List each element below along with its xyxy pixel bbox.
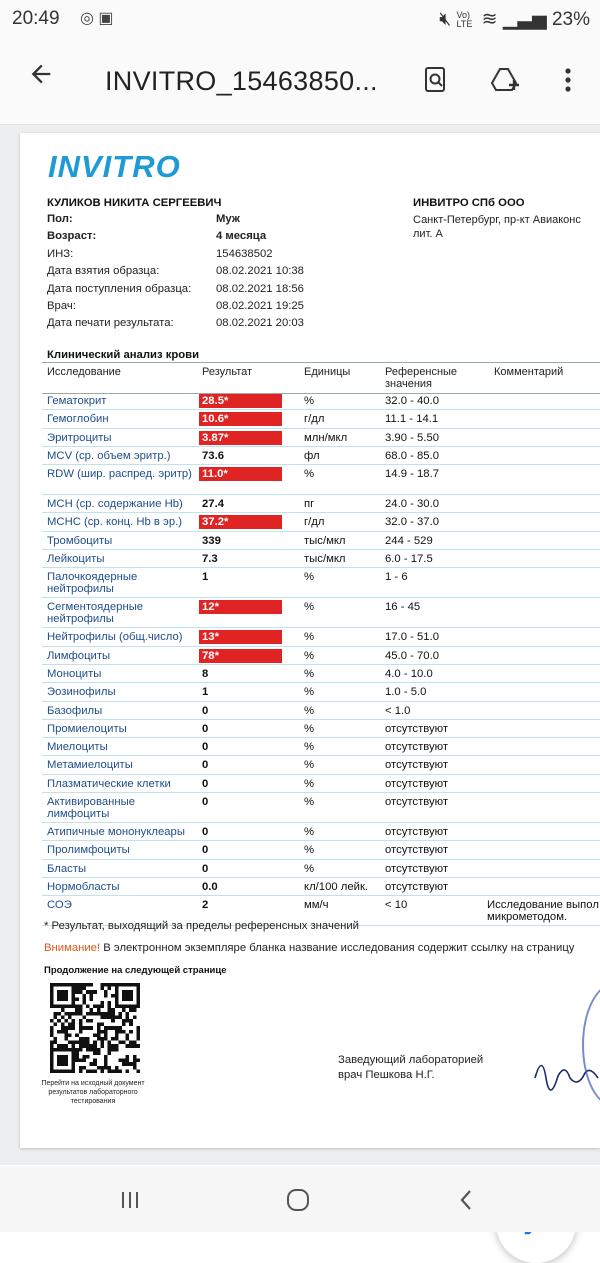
test-reference: отсутствуют: [385, 826, 449, 839]
test-result: 8: [202, 667, 209, 680]
info-label: ИНЗ:: [47, 247, 74, 260]
section-title: Клинический анализ крови: [47, 349, 200, 361]
more-options-button[interactable]: [548, 60, 588, 100]
table-row: [42, 702, 600, 720]
table-row: [42, 793, 600, 823]
test-unit: %: [304, 468, 315, 481]
test-result: 28.5*: [199, 394, 282, 408]
test-result: 0: [202, 722, 209, 735]
footnote: * Результат, выходящий за пределы референсных значений: [44, 920, 359, 932]
test-result: 0.0: [202, 880, 218, 893]
table-row: [42, 738, 600, 756]
test-reference: отсутствуют: [385, 862, 449, 875]
recents-icon: [119, 1189, 141, 1211]
test-unit: фл: [304, 449, 320, 462]
test-reference: 6.0 - 17.5: [385, 553, 433, 566]
test-reference: 1 - 6: [385, 571, 408, 584]
test-name[interactable]: Лейкоциты: [47, 553, 105, 566]
info-value: 08.02.2021 18:56: [216, 282, 304, 295]
test-name[interactable]: Плазматические клетки: [47, 777, 171, 790]
battery-percent: 23%: [551, 9, 590, 30]
volte-icon: Vo) LTE: [456, 9, 473, 29]
test-name[interactable]: Нормобласты: [47, 880, 120, 893]
test-unit: %: [304, 571, 315, 584]
test-reference: 24.0 - 30.0: [385, 498, 440, 511]
test-name[interactable]: MCH (ср. содержание Hb): [47, 498, 183, 511]
test-unit: %: [304, 667, 315, 680]
test-reference: 11.1 - 14.1: [385, 413, 439, 426]
table-row: [42, 532, 600, 550]
test-unit: %: [304, 704, 315, 717]
table-row: [42, 841, 600, 859]
app-bar: [0, 36, 600, 125]
test-reference: 4.0 - 10.0: [385, 667, 433, 680]
test-unit: мм/ч: [304, 899, 329, 912]
test-result: 0: [202, 862, 209, 875]
search-in-document-icon: [423, 66, 449, 94]
test-name[interactable]: Сегментоядерные нейтрофилы: [47, 601, 144, 626]
test-result: 1: [202, 686, 209, 699]
test-result: 0: [202, 796, 209, 809]
info-value: 08.02.2021 19:25: [216, 299, 304, 312]
test-reference: 17.0 - 51.0: [385, 631, 440, 644]
search-document-button[interactable]: [416, 60, 456, 100]
test-name[interactable]: Палочкоядерные нейтрофилы: [47, 571, 138, 596]
test-unit: %: [304, 844, 315, 857]
test-result: 78*: [199, 649, 282, 663]
test-reference: отсутствуют: [385, 777, 449, 790]
test-result: 7.3: [202, 553, 218, 566]
recent-apps-button[interactable]: [110, 1180, 150, 1220]
test-result: 10.6*: [199, 412, 282, 426]
test-unit: %: [304, 862, 315, 875]
status-time: 20:49: [12, 8, 60, 29]
document-title: INVITRO_15463850...: [105, 66, 378, 96]
table-row: [42, 447, 600, 465]
test-name[interactable]: Гематокрит: [47, 395, 107, 407]
test-name[interactable]: Эозинофилы: [47, 686, 116, 699]
test-reference: отсутствуют: [385, 741, 449, 754]
lab-name: ИНВИТРО СПб ООО: [413, 197, 525, 209]
test-name[interactable]: MCHC (ср. конц. Hb в эр.): [47, 516, 183, 529]
test-unit: %: [304, 796, 315, 809]
test-result: 2: [202, 899, 209, 912]
test-name[interactable]: RDW (шир. распред. эритр): [47, 468, 192, 481]
info-label: Дата печати результата:: [47, 317, 174, 330]
test-result: 0: [202, 777, 209, 790]
table-row: [42, 647, 600, 665]
test-result: 27.4: [202, 498, 224, 511]
signal-icon: ▁▃▅: [502, 9, 547, 30]
test-reference: < 10: [385, 899, 408, 912]
test-result: 339: [202, 534, 221, 547]
test-reference: 1.0 - 5.0: [385, 686, 427, 699]
whatsapp-icon: ◎: [80, 10, 94, 27]
test-reference: 14.9 - 18.7: [385, 468, 440, 481]
mute-icon: 🔇︎: [439, 9, 452, 30]
patient-name: КУЛИКОВ НИКИТА СЕРГЕЕВИЧ: [47, 197, 222, 209]
test-result: 13*: [199, 630, 282, 644]
test-name[interactable]: MCV (ср. объем эритр.): [47, 449, 171, 462]
table-row: [42, 550, 600, 568]
test-name[interactable]: Нейтрофилы (общ.число): [47, 631, 183, 644]
info-label: Врач:: [47, 299, 76, 312]
test-unit: тыс/мкл: [304, 553, 346, 566]
test-name[interactable]: Миелоциты: [47, 741, 108, 754]
signature-block: Заведующий лабораторией врач Пешкова Н.Г.: [338, 1054, 484, 1081]
test-reference: отсутствуют: [385, 759, 449, 772]
status-bar: [0, 0, 600, 36]
table-row: [42, 775, 600, 793]
info-value: 4 месяца: [216, 230, 267, 243]
table-row: [42, 665, 600, 683]
table-row: [42, 720, 600, 738]
info-value: 08.02.2021 10:38: [216, 265, 304, 278]
wifi-icon: ≋: [481, 9, 498, 30]
pdf-page: [20, 133, 600, 1148]
chevron-left-icon: [457, 1188, 475, 1212]
add-to-drive-icon: [490, 66, 522, 94]
test-reference: 244 - 529: [385, 534, 433, 547]
test-result: 0: [202, 844, 209, 857]
app-notification-icon: ▣: [98, 10, 114, 27]
info-label: Пол:: [47, 213, 73, 225]
results-table: [42, 392, 600, 926]
test-name[interactable]: Атипичные мононуклеары: [47, 826, 185, 839]
invitro-logo: INVITRO: [48, 149, 181, 184]
test-unit: %: [304, 601, 315, 614]
test-unit: %: [304, 741, 315, 754]
test-result: 0: [202, 826, 209, 839]
info-value: Муж: [216, 213, 240, 225]
document-viewer[interactable]: [0, 125, 600, 1165]
table-row: [42, 628, 600, 646]
table-row: [42, 683, 600, 701]
table-row: [42, 429, 600, 447]
test-reference: 16 - 45: [385, 601, 421, 614]
test-result: 3.87*: [199, 431, 282, 445]
info-label: Дата взятия образца:: [47, 265, 160, 278]
test-name[interactable]: Базофилы: [47, 704, 103, 717]
test-name[interactable]: Пролимфоциты: [47, 844, 130, 857]
test-result: 12*: [199, 600, 282, 614]
test-name[interactable]: Бласты: [47, 862, 87, 875]
test-result: 11.0*: [199, 467, 282, 481]
qr-caption: Перейти на исходный документ результатов лабораторного тестирования: [41, 1080, 145, 1105]
test-result: 0: [202, 759, 209, 772]
test-reference: < 1.0: [385, 704, 411, 717]
test-reference: 45.0 - 70.0: [385, 649, 440, 662]
test-name[interactable]: Моноциты: [47, 667, 102, 680]
test-result: 1: [202, 571, 209, 584]
info-value: 154638502: [216, 247, 273, 260]
test-reference: отсутствуют: [385, 880, 449, 893]
info-value: 08.02.2021 20:03: [216, 317, 304, 330]
test-unit: млн/мкл: [304, 431, 348, 444]
test-unit: %: [304, 649, 315, 662]
table-row: [42, 756, 600, 774]
test-reference: отсутствуют: [385, 796, 449, 809]
table-row: [42, 878, 600, 896]
test-reference: 3.90 - 5.50: [385, 431, 440, 444]
test-unit: %: [304, 777, 315, 790]
back-nav-button[interactable]: [446, 1180, 486, 1220]
system-nav-bar: [0, 1166, 600, 1232]
more-vert-icon: [564, 67, 572, 93]
table-row: [42, 860, 600, 878]
table-row: [42, 513, 600, 531]
table-row: [42, 568, 600, 598]
table-header: Исследование Результат Единицы Референсные значения Комментарий: [42, 362, 600, 394]
test-unit: %: [304, 686, 315, 699]
info-label: Дата поступления образца:: [47, 282, 192, 295]
table-row: [42, 410, 600, 428]
test-name[interactable]: Гемоглобин: [47, 413, 109, 426]
test-reference: 32.0 - 37.0: [385, 516, 440, 529]
test-name[interactable]: Лимфоциты: [47, 649, 111, 662]
test-result: 0: [202, 704, 209, 717]
test-reference: 68.0 - 85.0: [385, 449, 440, 462]
info-label: Возраст:: [47, 230, 97, 243]
test-reference: отсутствуют: [385, 722, 449, 735]
test-result: 73.6: [202, 449, 224, 462]
test-unit: %: [304, 759, 315, 772]
table-row: [42, 598, 600, 628]
test-unit: тыс/мкл: [304, 534, 346, 547]
test-unit: г/дл: [304, 516, 325, 529]
table-row: [42, 465, 600, 495]
test-unit: кл/100 лейк.: [304, 880, 369, 893]
test-name[interactable]: СОЭ: [47, 899, 72, 912]
table-row: [42, 823, 600, 841]
test-unit: %: [304, 826, 315, 839]
lab-address: Санкт-Петербург, пр-кт Авиаконс лит. А: [413, 214, 581, 240]
test-unit: г/дл: [304, 413, 325, 426]
test-reference: отсутствуют: [385, 844, 449, 857]
home-icon: [285, 1187, 311, 1213]
home-button[interactable]: [278, 1180, 318, 1220]
continued-note: Продолжение на следующей странице: [44, 965, 227, 976]
back-button[interactable]: [22, 60, 60, 98]
test-result: 0: [202, 741, 209, 754]
test-comment: Исследование выпол микрометодом.: [487, 899, 599, 924]
test-reference: 32.0 - 40.0: [385, 395, 440, 407]
test-result: 37.2*: [199, 515, 282, 529]
test-name[interactable]: Промиелоциты: [47, 722, 127, 735]
warning-note: Внимание! В электронном экземпляре бланка название исследования содержит ссылку на страницу: [44, 942, 575, 954]
test-unit: %: [304, 631, 315, 644]
arrow-left-icon: [27, 60, 55, 88]
qr-code[interactable]: [50, 983, 140, 1073]
test-name[interactable]: Эритроциты: [47, 431, 112, 444]
test-unit: %: [304, 395, 315, 407]
test-name[interactable]: Тромбоциты: [47, 534, 113, 547]
test-name[interactable]: Активированные лимфоциты: [47, 796, 136, 821]
test-unit: %: [304, 722, 315, 735]
test-unit: пг: [304, 498, 315, 511]
table-row: [42, 392, 600, 410]
table-row: [42, 495, 600, 513]
test-name[interactable]: Метамиелоциты: [47, 759, 133, 772]
add-to-drive-button[interactable]: [486, 60, 526, 100]
